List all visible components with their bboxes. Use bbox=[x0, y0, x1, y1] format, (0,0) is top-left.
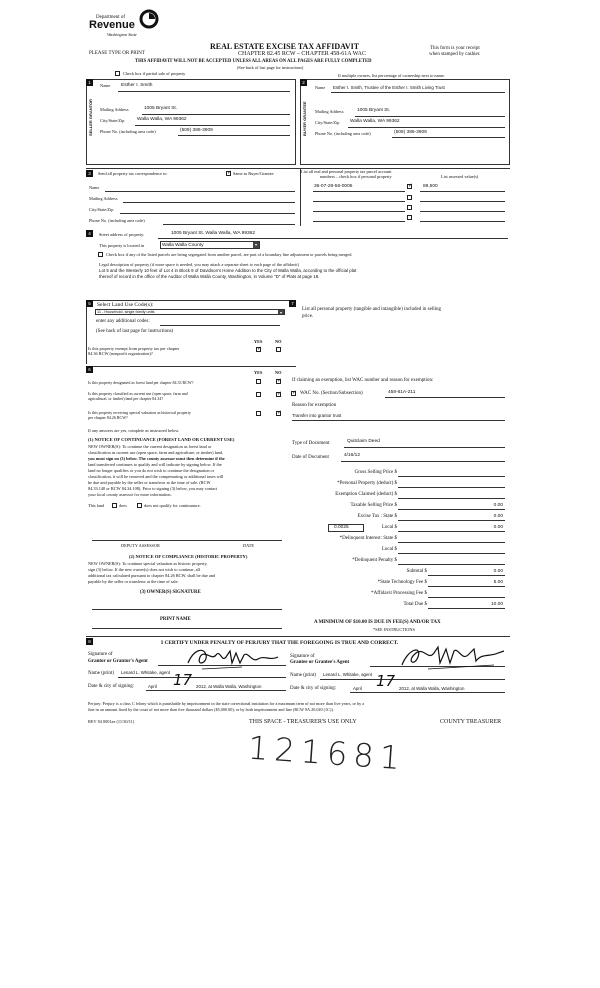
wac-label: WAC No. (Section/Subsection) bbox=[300, 391, 363, 396]
buyer-name-label: Name bbox=[315, 85, 326, 90]
land-use-select[interactable] bbox=[95, 309, 285, 315]
grantee-sig-label1: Signature of bbox=[290, 654, 315, 659]
notice-2-title: (2) NOTICE OF COMPLIANCE (HISTORIC PROPERTY) bbox=[129, 554, 248, 559]
minimum-note: A MINIMUM OF $10.00 IS DUE IN FEE(S) AND/OR TAX bbox=[314, 620, 441, 625]
excise-state-value[interactable]: 0.00 bbox=[493, 514, 503, 519]
buyer-phone-label: Phone No. (including area code) bbox=[315, 131, 371, 136]
section-5-number: 5 bbox=[86, 300, 93, 307]
grantee-name[interactable]: Lenard L. Whitake, agent bbox=[323, 672, 373, 677]
parcel-header1: List all real and personal property tax parcel account bbox=[301, 169, 392, 174]
grantor-date-month[interactable]: April bbox=[148, 684, 157, 689]
partial-sale-checkbox[interactable] bbox=[115, 71, 120, 76]
buyer-city-label: City/State/Zip bbox=[315, 120, 340, 125]
seller-name[interactable]: Esther I. Smith bbox=[121, 83, 153, 88]
forest-no-checkbox[interactable] bbox=[276, 379, 281, 384]
segregation-checkbox[interactable] bbox=[98, 252, 103, 257]
section-6-number: 6 bbox=[86, 366, 93, 373]
additional-codes-label: enter any additional codes: bbox=[96, 319, 150, 324]
excise-local-value[interactable]: 0.00 bbox=[493, 525, 503, 530]
grantor-name[interactable]: Lenard L. Whitake, agent bbox=[121, 670, 171, 675]
grantor-sig-label2: Grantor or Grantor's Agent bbox=[88, 659, 148, 664]
notice-1-line: classification, it will be removed and the compensating or additional taxes will bbox=[88, 474, 224, 479]
total-due-label: Total Due $ bbox=[403, 602, 427, 607]
buyer-city[interactable]: Walla Walla, WA 99362 bbox=[350, 119, 400, 124]
section-1-number: 1 bbox=[86, 79, 93, 86]
section-3-number: 3 bbox=[86, 170, 93, 177]
parcel-3-personal-checkbox[interactable] bbox=[407, 205, 412, 210]
partial-sale-label: Check box if partial sale of property bbox=[123, 71, 186, 76]
corr-name-label: Name bbox=[89, 185, 100, 190]
grantor-signature bbox=[182, 645, 282, 673]
notice-1-line: you must sign on (3) below. The county assessor must then determine if the bbox=[88, 456, 225, 461]
notice-2-line: additional tax calculated pursuant to chapter 84.26 RCW, shall be due and bbox=[88, 573, 216, 578]
grantee-name-label: Name (print) bbox=[290, 673, 316, 678]
type-or-print: PLEASE TYPE OR PRINT bbox=[89, 51, 145, 56]
designation-no-header: NO bbox=[275, 370, 282, 375]
grantor-date-day[interactable]: 17 bbox=[173, 671, 193, 689]
section-7-number: 7 bbox=[289, 300, 296, 307]
current-use-question-b: agricultural, or timber) land per chapter 84.34? bbox=[88, 396, 164, 401]
affidavit-fee-label: *Affidavit Processing Fee $ bbox=[371, 591, 427, 596]
wac-number[interactable]: 458-61A-211 bbox=[388, 390, 416, 395]
legal-line2[interactable]: thereof of record in the office of the Auditor of Walla Walla County, Washington, in Volume "D" of Plats at page 18. bbox=[99, 274, 320, 279]
corr-mailing-label: Mailing Address bbox=[89, 196, 118, 201]
taxable-price-label: Taxable Selling Price $ bbox=[350, 503, 397, 508]
notice-1-line: your local county assessor for more information. bbox=[88, 492, 172, 497]
notice-1-line: land transferred continues to qualify and will indicate by signing below. If the bbox=[88, 462, 222, 467]
corr-phone-label: Phone No. (including area code) bbox=[89, 218, 145, 223]
located-label: This property is located in bbox=[99, 243, 145, 248]
personal-property-line1: List all personal property (tangible and intangible) included in selling bbox=[302, 307, 441, 312]
delinquent-interest-label: *Delinquent Interest: State $ bbox=[339, 536, 397, 541]
seller-name-label: Name bbox=[100, 83, 111, 88]
multiple-owners-note: If multiple owners, list percentage of ownership next to name. bbox=[338, 73, 445, 78]
exempt-question2: 84.36 RCW (nonprofit organization)? bbox=[88, 351, 153, 356]
exempt-question1: Is this property exempt from property tax per chapter bbox=[88, 346, 180, 351]
land-use-code: 11 - Household, single family units bbox=[97, 310, 155, 314]
section-4-number: 4 bbox=[86, 230, 93, 237]
perjury-text2: fine in an amount fixed by the court of not more than five thousand dollars ($5,000.00), or by both imprisonment and fine (RCW 9A.20.020 (1C)). bbox=[88, 707, 334, 712]
excise-state-label: Excise Tax : State $ bbox=[357, 514, 397, 519]
doc-type[interactable]: Quitclaim Deed bbox=[347, 439, 380, 444]
buyer-name[interactable]: Esther I. Smith, Trustee of the Esther I. Smith Living Trust bbox=[333, 85, 445, 90]
treasurer-space: THIS SPACE - TREASURER'S USE ONLY bbox=[249, 719, 357, 725]
owner-signature-title: (3) OWNER(S) SIGNATURE bbox=[140, 590, 201, 595]
buyer-phone[interactable]: (509) 386-3909 bbox=[394, 130, 427, 135]
buyer-mailing-label: Mailing Address bbox=[315, 109, 344, 114]
certification-divider bbox=[86, 636, 510, 637]
seller-side-label: SELLER GRANTOR bbox=[88, 98, 93, 136]
correspondence-label: Send all property tax correspondence to: bbox=[98, 171, 168, 176]
handwritten-receipt-number: 121681 bbox=[246, 728, 408, 778]
perjury-statement: I CERTIFY UNDER PENALTY OF PERJURY THAT THE FOREGOING IS TRUE AND CORRECT. bbox=[161, 640, 399, 646]
county-value: Walla Walla County bbox=[162, 243, 204, 248]
current-use-no-checkbox[interactable] bbox=[276, 392, 281, 397]
exemption-reason[interactable]: Transfer into grantor trust bbox=[292, 413, 342, 418]
parcel-4-personal-checkbox[interactable] bbox=[407, 215, 412, 220]
street-address[interactable]: 1005 Bryant St. Walla Walla, WA 99362 bbox=[171, 231, 255, 236]
chevron-down-icon: ▾ bbox=[279, 310, 282, 315]
parcel-value[interactable]: 89,500 bbox=[423, 184, 438, 189]
land-use-see-back: (See back of last page for instructions) bbox=[96, 329, 174, 334]
tech-fee-value[interactable]: 5.00 bbox=[493, 580, 503, 585]
notice-1-title: (1) NOTICE OF CONTINUANCE (FOREST LAND OR CURRENT USE) bbox=[88, 437, 235, 442]
grantor-sig-label1: Signature of bbox=[88, 652, 113, 657]
subtotal-label: Subtotal $ bbox=[406, 569, 427, 574]
section-2-number: 2 bbox=[300, 79, 307, 86]
notice-2-line: sign (3) below. If the new owner(s) does not wish to continue, all bbox=[88, 567, 200, 572]
taxable-price-value[interactable]: 0.00 bbox=[493, 503, 503, 508]
notice-1-line: be due and payable by the seller or transferor at the time of sale. (RCW bbox=[88, 480, 211, 485]
historic-yes-checkbox[interactable] bbox=[256, 411, 261, 416]
doc-date-label: Date of Document bbox=[292, 455, 329, 460]
exemption-reason-label: Reason for exemption bbox=[292, 403, 337, 408]
tech-fee-label: *State Technology Fee $ bbox=[377, 580, 427, 585]
deputy-date-label: DATE bbox=[243, 543, 254, 548]
seller-mailing-label: Mailing Address bbox=[100, 107, 129, 112]
gross-price-label: Gross Selling Price $ bbox=[354, 470, 397, 475]
dept-line3: Washington State bbox=[107, 32, 137, 37]
perjury-text1: Perjury: Perjury is a class C felony which is punishable by imprisonment in the state correctional institution for a maximum term of not more than five years, or by a bbox=[88, 701, 365, 706]
grantor-date-label: Date & city of signing: bbox=[88, 684, 135, 689]
form-title: REAL ESTATE EXCISE TAX AFFIDAVIT bbox=[210, 42, 360, 51]
land-use-no-header: NO bbox=[275, 339, 282, 344]
if-yes-note: If any answers are yes, complete as instructed below. bbox=[88, 428, 180, 433]
forest-question: Is this property designated as forest land per chapter 84.33 RCW? bbox=[88, 380, 194, 385]
exempt-yes-checkbox[interactable] bbox=[256, 347, 261, 352]
grantee-date-day[interactable]: 17 bbox=[376, 672, 396, 690]
dept-revenue: Revenue bbox=[89, 19, 135, 31]
land-does-checkbox[interactable] bbox=[112, 503, 117, 508]
notice-1-line: 84.33.140 or RCW 84.34.108). Prior to signing (3) below, you may contact bbox=[88, 486, 218, 491]
land-does-label: does bbox=[119, 503, 127, 508]
current-use-yes-checkbox[interactable] bbox=[256, 392, 261, 397]
wac-checkbox[interactable] bbox=[291, 391, 296, 396]
legal-label: Legal description of property (if more space is needed, you may attach a separate sheet to each page of the affidavit) bbox=[99, 262, 299, 267]
total-due-value[interactable]: 10.00 bbox=[490, 602, 503, 607]
receipt-note2: when stamped by cashier. bbox=[429, 52, 481, 57]
same-as-buyer-checkbox[interactable] bbox=[226, 171, 231, 176]
notice-2-line: NEW OWNER(S): To continue special valuation as historic property, bbox=[88, 561, 208, 566]
notice-1-line: classification as current use (open space, farm and agriculture, or timber) land, bbox=[88, 450, 224, 455]
segregation-label: Check box if any of the listed parcels are being segregated from another parcel, are part of a boundary line adjustment or parcels being merged. bbox=[106, 252, 353, 257]
exempt-no-checkbox[interactable] bbox=[276, 347, 281, 352]
same-as-buyer-label: Same as Buyer/Grantee bbox=[233, 171, 274, 176]
dept-line1: Department of bbox=[96, 15, 126, 20]
buyer-mailing[interactable]: 1005 Bryant St. bbox=[357, 108, 391, 113]
seller-city[interactable]: Walla Walla, WA 99362 bbox=[137, 117, 187, 122]
designation-yes-header: YES bbox=[254, 370, 263, 375]
receipt-note1: This form is your receipt bbox=[430, 46, 480, 51]
delinquent-penalty-label: *Delinquent Penalty $ bbox=[352, 558, 397, 563]
doc-type-label: Type of Document bbox=[292, 441, 330, 446]
notice-1-line: NEW OWNER(S): To continue the current designation as forest land or bbox=[88, 444, 212, 449]
print-name-label: PRINT NAME bbox=[160, 617, 191, 622]
grantor-date-city[interactable]: 2012, at Walla Walla, Washington bbox=[196, 684, 262, 689]
parcel-header2: numbers – check box if personal property bbox=[320, 174, 392, 179]
parcel-number[interactable]: 36-07-28-56-0005 bbox=[314, 184, 353, 189]
land-use-yes-header: YES bbox=[254, 339, 263, 344]
notice-2-line: payable by the seller or transferor at the time of sale. bbox=[88, 579, 179, 584]
land-does-not-checkbox[interactable] bbox=[137, 503, 142, 508]
historic-question-a: Is this property receiving special valuation as historical property bbox=[88, 410, 191, 415]
excise-local-label: Local $ bbox=[381, 525, 397, 530]
seller-phone[interactable]: (509) 386-3909 bbox=[180, 128, 213, 133]
grantee-date-label: Date & city of signing: bbox=[290, 686, 337, 691]
deputy-assessor-label: DEPUTY ASSESSOR bbox=[121, 543, 160, 548]
county-select[interactable] bbox=[160, 241, 260, 249]
see-back-note: (See back of last page for instructions) bbox=[237, 65, 304, 70]
grantee-signature bbox=[398, 643, 508, 673]
personal-deduct-label: *Personal Property (deduct) $ bbox=[337, 481, 397, 486]
assessed-header: List assessed value(s) bbox=[441, 174, 479, 179]
personal-property-line2: price. bbox=[302, 314, 314, 319]
parcel-1-personal-checkbox[interactable] bbox=[407, 184, 412, 189]
corr-city-label: City/State/Zip bbox=[89, 207, 114, 212]
form-warning: THIS AFFIDAVIT WILL NOT BE ACCEPTED UNLESS ALL AREAS ON ALL PAGES ARE FULLY COMPLETED bbox=[135, 59, 372, 64]
seller-mailing[interactable]: 1005 Bryant St. bbox=[144, 106, 178, 111]
buyer-side-label: BUYER GRANTEE bbox=[302, 101, 307, 136]
historic-question-b: per chapter 84.26 RCW? bbox=[88, 415, 128, 420]
rev-number: REV 84 0001ae (11/30/11) bbox=[88, 719, 135, 724]
grantee-sig-label2: Grantee or Grantee's Agent bbox=[290, 660, 350, 665]
forest-yes-checkbox[interactable] bbox=[256, 379, 261, 384]
subtotal-value[interactable]: 0.00 bbox=[493, 569, 503, 574]
current-use-question-a: Is this property classified as current use (open space, farm and bbox=[88, 391, 188, 396]
seller-phone-label: Phone No. (including area code) bbox=[100, 129, 156, 134]
land-use-label: Select Land Use Code(s): bbox=[97, 302, 154, 308]
local-rate: 0.0025 bbox=[334, 525, 349, 530]
legal-line1[interactable]: Lot 5 and the Westerly 10 feet of Lot 4 in Block 9 of Davidson's Home Addition to the City of Walla Walla, according to the official plat bbox=[99, 268, 357, 273]
street-label: Street address of property: bbox=[99, 232, 145, 237]
grantor-name-label: Name (print) bbox=[88, 671, 114, 676]
historic-no-checkbox[interactable] bbox=[276, 411, 281, 416]
see-instructions: *SEE INSTRUCTIONS bbox=[373, 627, 415, 632]
revenue-logo-icon bbox=[139, 9, 159, 29]
grantee-date-city[interactable]: 2012, at Walla Walla, Washington bbox=[399, 686, 465, 691]
delinquent-local-label: Local $ bbox=[381, 547, 397, 552]
land-does-not-label: does not qualify for continuance. bbox=[144, 503, 201, 508]
this-land-label: This land bbox=[88, 503, 105, 508]
form-chapter: CHAPTER 82.45 RCW – CHAPTER 458-61A WAC bbox=[238, 51, 366, 57]
county-treasurer: COUNTY TREASURER bbox=[440, 719, 502, 725]
parcel-2-personal-checkbox[interactable] bbox=[407, 195, 412, 200]
section-8-number: 8 bbox=[86, 638, 93, 645]
notice-1-line: land no longer qualifies or you do not wish to continue the designation or bbox=[88, 468, 215, 473]
chevron-down-icon: ▾ bbox=[254, 242, 257, 247]
seller-city-label: City/State/Zip bbox=[100, 118, 125, 123]
exemption-claim-label: If claiming an exemption, list WAC number and reason for exemption: bbox=[292, 378, 434, 383]
grantee-date-month[interactable]: April bbox=[353, 686, 362, 691]
exemption-deduct-label: Exemption Claimed (deduct) $ bbox=[335, 492, 397, 497]
doc-date[interactable]: 4/16/12 bbox=[344, 453, 361, 458]
